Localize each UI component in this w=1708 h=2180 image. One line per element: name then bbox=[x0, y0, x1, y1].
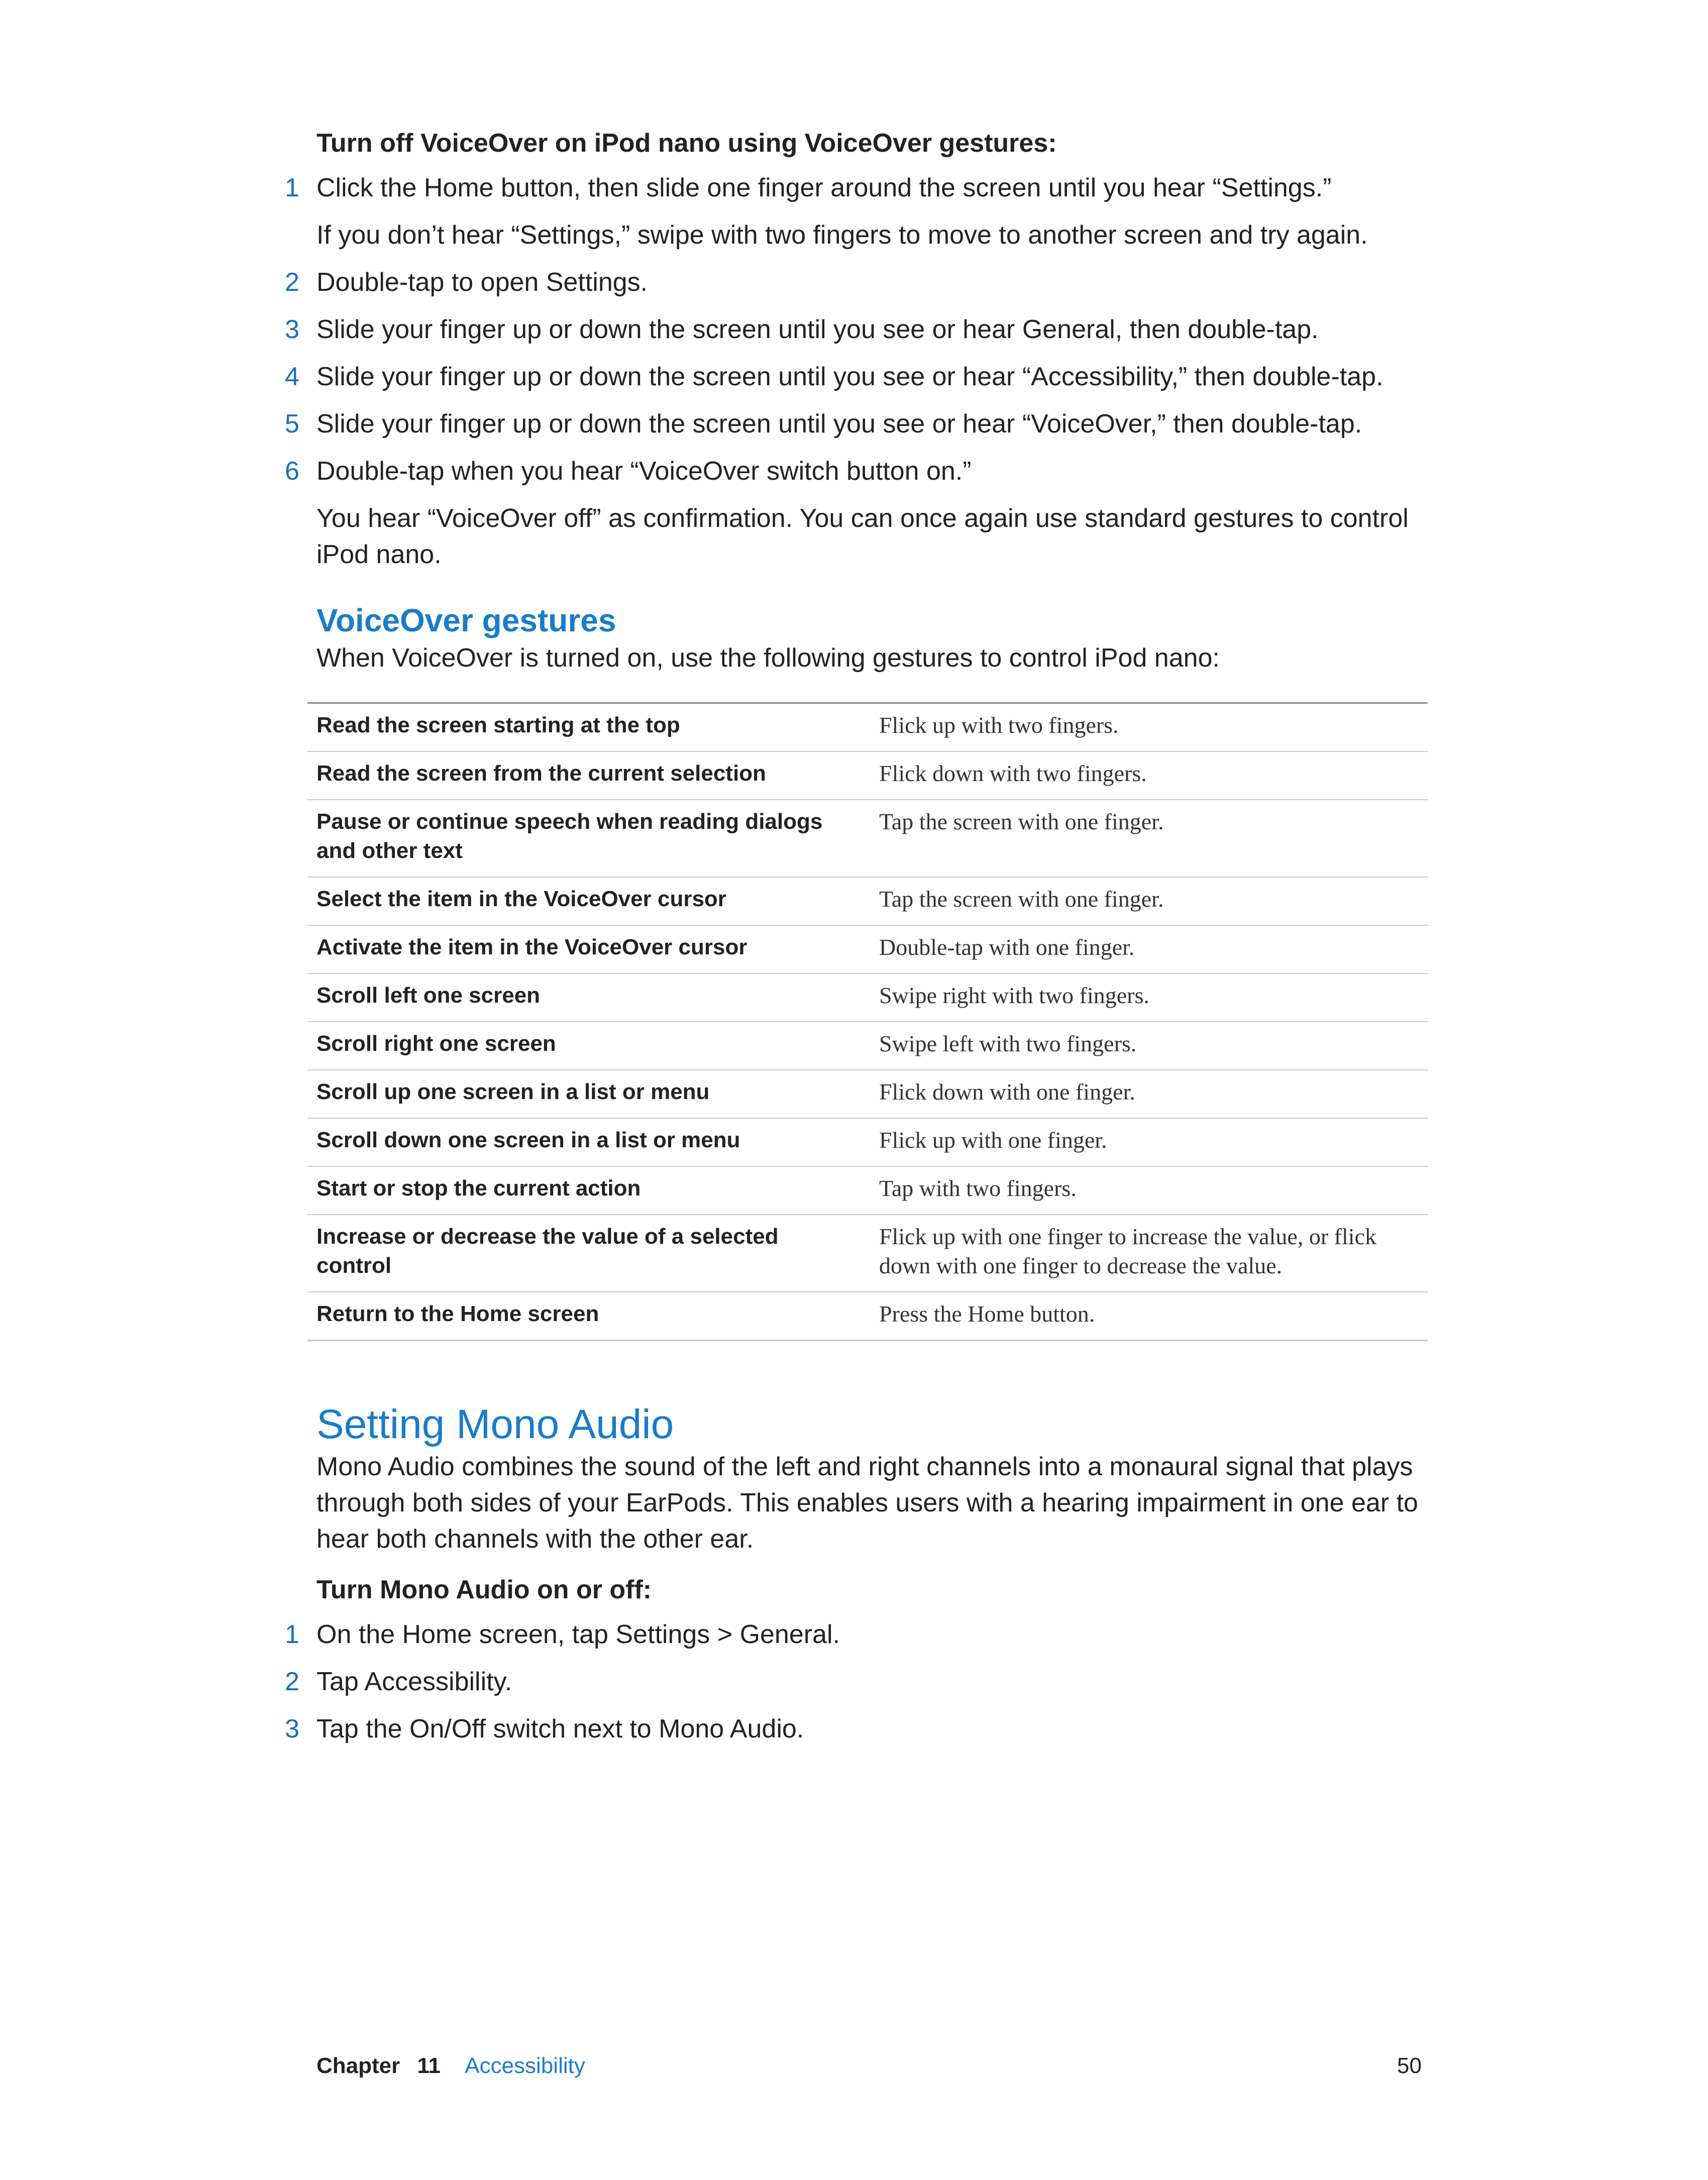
step-text: Click the Home button, then slide one finger around the screen until you hear “Settings.” bbox=[316, 173, 1332, 202]
gesture-cell: Press the Home button. bbox=[879, 1301, 1095, 1327]
step-number: 4 bbox=[285, 362, 299, 391]
footer-page-number: 50 bbox=[1397, 2053, 1422, 2078]
step-item bbox=[285, 359, 1422, 395]
gesture-cell: Flick down with one finger. bbox=[879, 1079, 1135, 1105]
step-number: 2 bbox=[285, 268, 299, 297]
table-row bbox=[307, 1215, 1428, 1292]
step-text: Double-tap to open Settings. bbox=[316, 268, 648, 297]
page-content bbox=[285, 126, 1422, 1758]
section-spacer bbox=[316, 1341, 1422, 1400]
action-cell: Scroll left one screen bbox=[316, 983, 541, 1008]
step-item bbox=[285, 311, 1422, 348]
step-item bbox=[285, 170, 1422, 206]
step-note: If you don’t hear “Settings,” swipe with two fingers to move to another screen and try again. bbox=[316, 221, 1368, 250]
table-row bbox=[307, 800, 1428, 877]
table-row bbox=[307, 1070, 1428, 1118]
step-text: On the Home screen, tap Settings > General. bbox=[316, 1620, 840, 1649]
table-row bbox=[307, 973, 1428, 1022]
action-cell: Increase or decrease the value of a selected control bbox=[316, 1224, 779, 1278]
gesture-cell: Swipe right with two fingers. bbox=[879, 983, 1149, 1008]
gesture-cell: Flick up with two fingers. bbox=[879, 712, 1119, 738]
gesture-cell: Double-tap with one finger. bbox=[879, 934, 1135, 960]
step-number: 1 bbox=[285, 1620, 299, 1649]
step-number: 2 bbox=[285, 1667, 299, 1696]
action-cell: Pause or continue speech when reading dialogs and other text bbox=[316, 809, 823, 863]
table-row bbox=[307, 1118, 1428, 1166]
voiceover-gestures-intro: When VoiceOver is turned on, use the following gestures to control iPod nano: bbox=[316, 643, 1220, 673]
action-cell: Return to the Home screen bbox=[316, 1301, 599, 1326]
action-cell: Start or stop the current action bbox=[316, 1176, 641, 1201]
step-text: Double-tap when you hear “VoiceOver switch button on.” bbox=[316, 457, 972, 486]
gesture-cell: Flick up with one finger to increase the value, or flick down with one finger to decrease the value. bbox=[879, 1224, 1376, 1278]
step-number: 6 bbox=[285, 457, 299, 486]
gesture-cell: Flick up with one finger. bbox=[879, 1127, 1107, 1153]
step-number: 1 bbox=[285, 173, 299, 202]
step-number: 5 bbox=[285, 409, 299, 439]
action-cell: Scroll down one screen in a list or menu bbox=[316, 1128, 740, 1152]
step-item bbox=[285, 406, 1422, 442]
step-text: Tap Accessibility. bbox=[316, 1667, 512, 1696]
footer-chapter-label: Chapter bbox=[316, 2053, 400, 2078]
gesture-cell: Tap the screen with one finger. bbox=[879, 809, 1164, 834]
action-cell: Activate the item in the VoiceOver cursor bbox=[316, 935, 748, 959]
action-cell: Read the screen from the current selection bbox=[316, 761, 766, 786]
step-item bbox=[285, 1711, 1422, 1747]
gesture-cell: Swipe left with two fingers. bbox=[879, 1031, 1137, 1056]
gesture-cell: Tap the screen with one finger. bbox=[879, 886, 1164, 912]
step-text: Slide your finger up or down the screen until you see or hear “VoiceOver,” then double-tap. bbox=[316, 409, 1362, 439]
action-cell: Read the screen starting at the top bbox=[316, 713, 680, 737]
voiceover-gestures-heading: VoiceOver gestures bbox=[316, 602, 616, 638]
turn-off-voiceover-subhead: Turn off VoiceOver on iPod nano using VoiceOver gestures: bbox=[316, 129, 1057, 158]
action-cell: Scroll right one screen bbox=[316, 1031, 556, 1056]
gesture-cell: Tap with two fingers. bbox=[879, 1175, 1077, 1201]
step-item bbox=[285, 453, 1422, 489]
table-row bbox=[307, 1292, 1428, 1341]
gestures-table bbox=[307, 702, 1428, 1341]
footer-chapter-title-link[interactable]: Accessibility bbox=[465, 2053, 585, 2078]
step-number: 3 bbox=[285, 315, 299, 344]
page-footer bbox=[316, 2052, 1422, 2080]
mono-audio-subhead: Turn Mono Audio on or off: bbox=[316, 1575, 652, 1604]
table-row bbox=[307, 1022, 1428, 1070]
step-text: Tap the On/Off switch next to Mono Audio. bbox=[316, 1714, 804, 1743]
action-cell: Scroll up one screen in a list or menu bbox=[316, 1079, 710, 1104]
mono-audio-body: Mono Audio combines the sound of the left and right channels into a monaural signal that plays through both sides of your EarPods. This enables users with a hearing impairment in one ear to hear both channels with the other ear. bbox=[316, 1452, 1418, 1554]
mono-audio-heading: Setting Mono Audio bbox=[316, 1401, 674, 1447]
step-text: Slide your finger up or down the screen until you see or hear “Accessibility,” then double-tap. bbox=[316, 362, 1383, 391]
table-row bbox=[307, 1166, 1428, 1215]
step-item bbox=[285, 264, 1422, 300]
table-row bbox=[307, 751, 1428, 800]
table-row bbox=[307, 925, 1428, 973]
footer-chapter-number: 11 bbox=[417, 2053, 441, 2078]
step-text: Slide your finger up or down the screen until you see or hear General, then double-tap. bbox=[316, 315, 1319, 344]
step-item bbox=[285, 1616, 1422, 1653]
step-item bbox=[285, 1664, 1422, 1700]
action-cell: Select the item in the VoiceOver cursor bbox=[316, 887, 726, 911]
gesture-cell: Flick down with two fingers. bbox=[879, 760, 1147, 786]
table-row bbox=[307, 877, 1428, 925]
confirmation-paragraph: You hear “VoiceOver off” as confirmation. You can once again use standard gestures to control iPod nano. bbox=[316, 504, 1409, 569]
step-number: 3 bbox=[285, 1714, 299, 1743]
table-row bbox=[307, 703, 1428, 752]
